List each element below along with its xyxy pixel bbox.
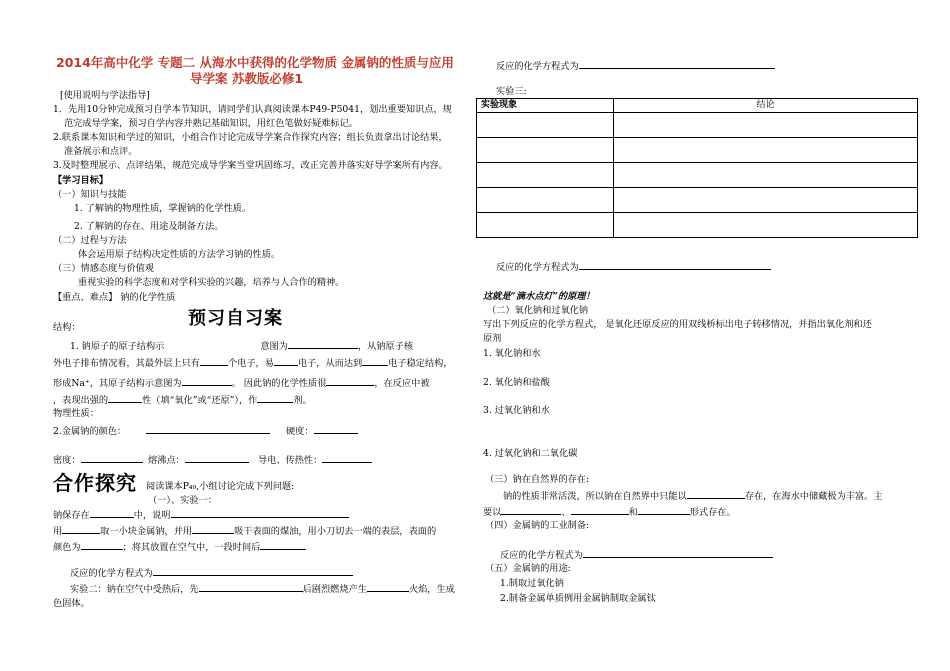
table-cell (477, 188, 614, 213)
exp1-header: （一）、实验一： (148, 495, 217, 506)
sec3-line2: 要以 、 和 形式存在。 (483, 507, 736, 518)
physical-label: 物理性质： (53, 408, 99, 419)
table-row (477, 188, 918, 213)
experiment-table (476, 98, 918, 238)
sec2-text2: 原剂 (483, 333, 502, 344)
structure-line3: 形成Na⁺，其原子结构示意图为 。 因此钠的化学性质很 ，在反应中被 (53, 378, 430, 389)
guide-3: 3.及时整理展示、点评结果，规范完成导学案当堂巩固练习，改正完善并落实好导学案所有内容。 (53, 160, 448, 171)
table-row (477, 163, 918, 188)
question-1: 1. 氧化钠和水 (483, 348, 541, 359)
right-equation-3: 反应的化学方程式为 (500, 548, 773, 562)
sec2-header: （二）氧化钠和过氧化钠 (487, 305, 589, 316)
goal2-header: （二）过程与方法 (53, 235, 127, 246)
table-row (477, 113, 918, 138)
guide-2a: 2.联系课本知识和学过的知识，小组合作讨论完成导学案合作探究内容；组长负责拿出讨论结果， (53, 132, 448, 143)
table-row (477, 213, 918, 238)
keypoints: 【重点、难点】 钠的化学性质 (53, 292, 176, 303)
structure-line1: 1. 钠原子的原子结构示 意图为 ，从钠原子核 (70, 341, 414, 352)
table-cell (477, 138, 614, 163)
coop-intro: 阅读课本P₄₉,小组讨论完成下列问题: (146, 481, 295, 492)
goals-header: 【学习目标】 (53, 175, 109, 186)
goal1-item1: 1. 了解钠的物理性质，掌握钠的化学性质。 (74, 203, 252, 214)
sec2-text1: 写出下列反应的化学方程式， 是氧化还原反应的用双线桥标出电子转移情况，并指出氧化剂和还 (483, 319, 872, 330)
density-line: 密度： (53, 453, 143, 467)
table-cell (477, 113, 614, 138)
guide-2b: 准备展示和点评。 (64, 146, 138, 157)
table-header-phenomenon: 实验现象 (477, 99, 614, 113)
goal1-item2: 2. 了解钠的存在、用途及制备方法。 (74, 221, 224, 232)
hardness-line: 硬度： (286, 424, 358, 438)
goal2-text: 体会运用原子结构决定性质的方法学习钠的性质。 (78, 249, 281, 260)
right-equation-2: 反应的化学方程式为 (496, 260, 771, 274)
exp1-equation: 反应的化学方程式为 (70, 566, 353, 580)
use-2: 2.制备金属单质例用金属钠制取金属钛 (500, 593, 656, 604)
question-3: 3. 过氧化钠和水 (483, 405, 550, 416)
use-1: 1.制取过氧化钠 (500, 578, 564, 589)
exp1-line1: 钠保存在 中，说明 (53, 508, 349, 522)
guide-1a: 1．先用10分钟完成预习自学本节知识，请同学们认真阅读课本P49-P5041，划出重要知识点，规 (53, 104, 452, 115)
color-line: 2.金属钠的颜色： (53, 424, 270, 438)
principle-note: 这就是“滴水点灯”的原理！ (483, 291, 595, 302)
sec5-header: （五）金属钠的用途: (485, 563, 571, 574)
structure-line4: ，表现出强的 性（填“氧化”或“还原”），作 剂。 (53, 395, 312, 406)
exp2-line1: 实验二：钠在空气中受热后，先 后剧烈燃烧产生 火焰，生成 (70, 584, 455, 595)
doc-title-line1: 2014年高中化学 专题二 从海水中获得的化学物质 金属钠的性质与应用 (56, 55, 454, 70)
structure-line2: 外电子排布情况看，其最外层上只有 个电子，易 电子，从而达到 电子稳定结构， (53, 358, 453, 369)
sec3-header: （三）钠在自然界的存在: (485, 474, 590, 485)
table-header-conclusion: 结论 (614, 99, 918, 113)
exp1-line2: 用 取一小块金属钠，并用 吸干表面的煤油，用小刀切去一端的表层，表面的 (53, 526, 437, 537)
table-row (477, 138, 918, 163)
table-cell (614, 213, 918, 238)
sec3-line1: 钠的性质非常活泼，所以钠在自然界中只能以 存在，在海水中储藏极为丰富。主 (503, 491, 883, 502)
sec4-header: （四）金属钠的工业制备: (485, 520, 590, 531)
table-cell (614, 188, 918, 213)
table-cell (614, 113, 918, 138)
goal3-text: 重视实验的科学态度和对学科实验的兴趣，培养与人合作的精神。 (78, 277, 345, 288)
doc-title-line2: 导学案 苏教版必修1 (190, 71, 304, 86)
right-equation-1: 反应的化学方程式为 (496, 59, 775, 73)
exp3-label: 实验三: (496, 86, 527, 97)
conduct-line: 导电、传热性： (258, 453, 372, 467)
preview-heading: 预习自习案 (188, 308, 283, 329)
structure-label: 结构： (53, 322, 81, 333)
exp1-line3: 颜色为 ；将其放置在空气中，一段时间后 (53, 540, 306, 554)
table-cell (614, 163, 918, 188)
table-cell (477, 213, 614, 238)
guide-1b: 范完成导学案，预习自学内容并熟记基础知识，用红色笔做好疑难标记。 (64, 118, 358, 129)
goal1-header: （一）知识与技能 (53, 189, 127, 200)
exp2-line2: 色固体。 (53, 598, 90, 609)
goal3-header: （三）情感态度与价值观 (53, 263, 155, 274)
question-2: 2. 氧化钠和盐酸 (483, 377, 550, 388)
table-cell (477, 163, 614, 188)
coop-heading: 合作探究 (53, 471, 137, 495)
table-cell (614, 138, 918, 163)
question-4: 4. 过氧化钠和二氧化碳 (483, 448, 578, 459)
melting-line: 熔沸点： (148, 453, 249, 467)
guide-header: [使用说明与学法指导] (60, 90, 150, 101)
